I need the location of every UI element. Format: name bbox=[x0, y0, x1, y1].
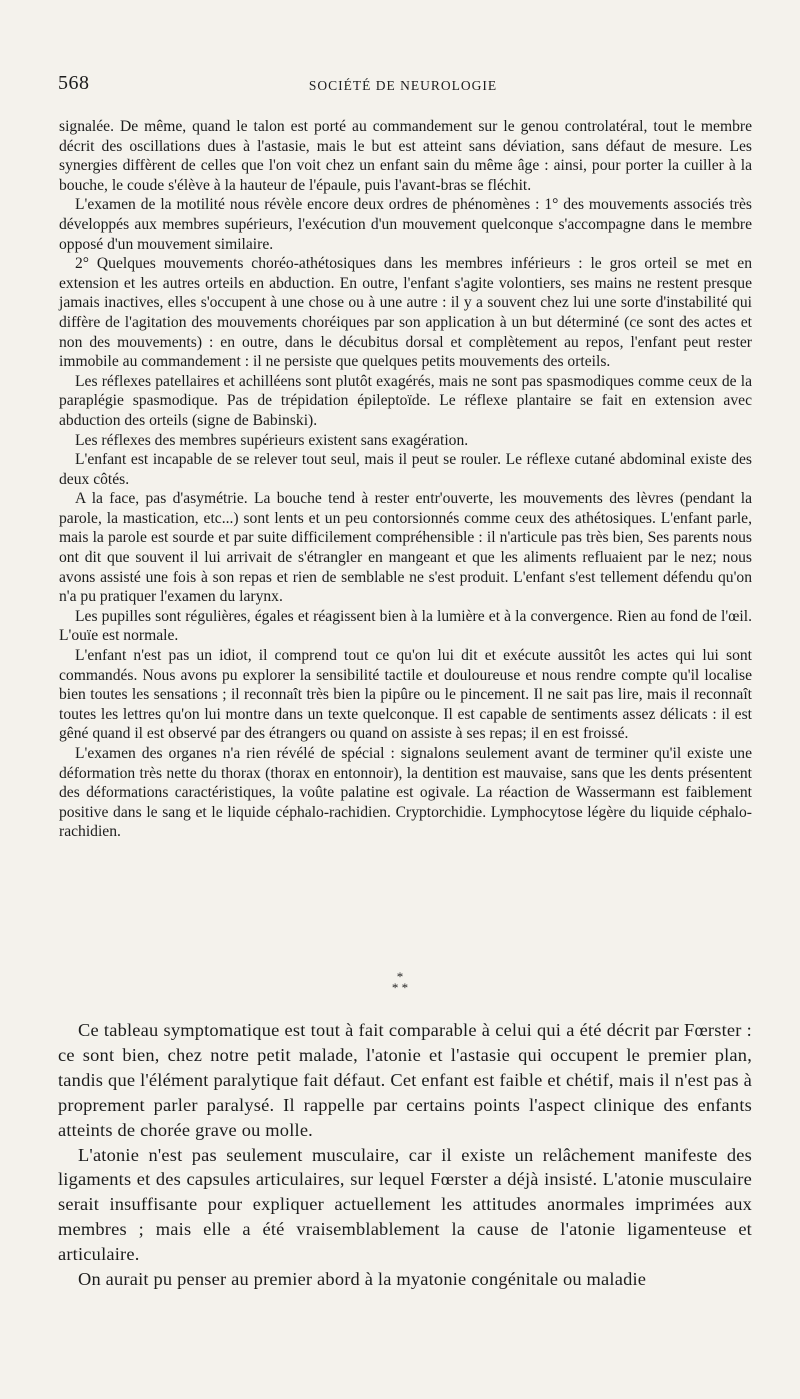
paragraph: L'atonie n'est pas seulement musculaire, car il existe un relâchement manifeste des ligaments et des capsules articulaires, sur lequel Fœrster a déjà insisté. L'atonie musculaire serait insuffisante pour expliquer actuellement les attitudes anormales imprimées aux membres ; mais elle a été vraisemblablement la cause de l'atonie ligamenteuse et articulaire. bbox=[58, 1144, 752, 1265]
paragraph: L'enfant est incapable de se relever tout seul, mais il peut se rouler. Le réflexe cutané abdominal existe des deux côtés. bbox=[59, 451, 752, 488]
separator-asterisk-top: * bbox=[396, 969, 404, 984]
paragraph: Ce tableau symptomatique est tout à fait comparable à celui qui a été décrit par Fœrster : ce sont bien, chez notre petit malade, l'atonie et l'astasie qui occupent le premier plan, tandis que l'élément paralytique fait défaut. Cet enfant est faible et chétif, mais il n'est pas à proprement parler paralysé. Il rappelle par certains points l'aspect clinique des enfants atteints de chorée grave ou molle. bbox=[58, 1020, 752, 1140]
paragraph: L'examen de la motilité nous révèle encore deux ordres de phénomènes : 1° des mouvements associés très développés aux membres supérieurs, l'exécution d'un mouvement quelconque s'accompagne dans le membre opposé d'un mouvement similaire. bbox=[59, 196, 752, 253]
page-header bbox=[58, 72, 748, 102]
running-title: SOCIÉTÉ DE NEUROLOGIE bbox=[308, 78, 498, 93]
paragraph: L'enfant n'est pas un idiot, il comprend tout ce qu'on lui dit et exécute aussitôt les actes qui lui sont commandés. Nous avons pu explorer la sensibilité tactile et douloureuse et nous rendre compte qu'il localise bien toutes les sensations ; il reconnaît très bien la pipûre ou le pincement. Il ne sait pas lire, mais il reconnaît toutes les lettres qu'on lui montre dans un texte quelconque. Il est capable de sentiments assez délicats : il est gêné quand il est observé par des étrangers ou quand on assiste à ses repas; il en est froissé. bbox=[59, 647, 752, 743]
paragraph: 2° Quelques mouvements choréo-athétosiques dans les membres inférieurs : le gros orteil se met en extension et les autres orteils en abduction. En outre, l'enfant s'agite volontiers, ses mains ne restent presque jamais inactives, elles s'occupent à une chose ou à une autre : il y a souvent chez lui une sorte d'instabilité qui diffère de l'agitation des mouvements choréiques par son application à un but déterminé (ce sont des actes et non des mouvements) : en outre, dans le décubitus dorsal et complètement au repos, l'enfant peut rester immobile au commandement : il ne persiste que quelques petits mouvements des orteils. bbox=[59, 255, 752, 371]
case-report-text bbox=[59, 117, 752, 842]
paragraph: signalée. De même, quand le talon est porté au commandement sur le genou controlatéral, tout le membre décrit des oscillations dues à l'astasie, mais le but est atteint sans déviation, sans défaut de mesure. Les synergies diffèrent de celles que l'on voit chez un enfant sain du même âge : ainsi, pour porter la cuiller à la bouche, le coude s'élève à la hauteur de l'épaule, puis l'avant-bras se fléchit. bbox=[59, 118, 752, 194]
paragraph: L'examen des organes n'a rien révélé de spécial : signalons seulement avant de terminer qu'il existe une déformation très nette du thorax (thorax en entonnoir), la dentition est mauvaise, sans que les dents présentent des déformations caractéristiques, la voûte palatine est ogivale. La réaction de Wassermann est faiblement positive dans le sang et le liquide céphalo-rachidien. Cryptorchidie. Lymphocytose légère du liquide céphalo-rachidien. bbox=[59, 745, 752, 841]
discussion-text bbox=[58, 1018, 752, 1292]
paragraph: Les réflexes patellaires et achilléens sont plutôt exagérés, mais ne sont pas spasmodiques comme ceux de la paraplégie spasmodique. Pas de trépidation épileptoïde. Le réflexe plantaire se fait en extension avec abduction des orteils (signe de Babinski). bbox=[59, 372, 752, 429]
paragraph: A la face, pas d'asymétrie. La bouche tend à rester entr'ouverte, les mouvements des lèvres (pendant la parole, la mastication, etc...) sont lents et un peu contorsionnés comme ceux des athétosiques. L'enfant parle, mais la parole est sourde et par suite difficilement compréhensible : il n'articule pas très bien, Ses parents nous ont dit que souvent il lui arrivait de s'étrangler en mangeant et que les aliments refluaient par le nez; nous avons assisté une fois à son repas et rien de semblable ne s'est produit. L'enfant s'est tellement défendu qu'on n'a pu pratiquer l'examen du larynx. bbox=[59, 490, 752, 606]
separator-asterisks-bottom: * * bbox=[391, 980, 409, 995]
section-separator bbox=[0, 971, 800, 993]
paragraph: Les pupilles sont régulières, égales et réagissent bien à la lumière et à la convergence. Rien au fond de l'œil. L'ouïe est normale. bbox=[59, 607, 752, 645]
paragraph: On aurait pu penser au premier abord à la myatonie congénitale ou maladie bbox=[78, 1269, 647, 1290]
paragraph: Les réflexes des membres supérieurs existent sans exagération. bbox=[75, 431, 469, 449]
page-number: 568 bbox=[58, 72, 90, 94]
